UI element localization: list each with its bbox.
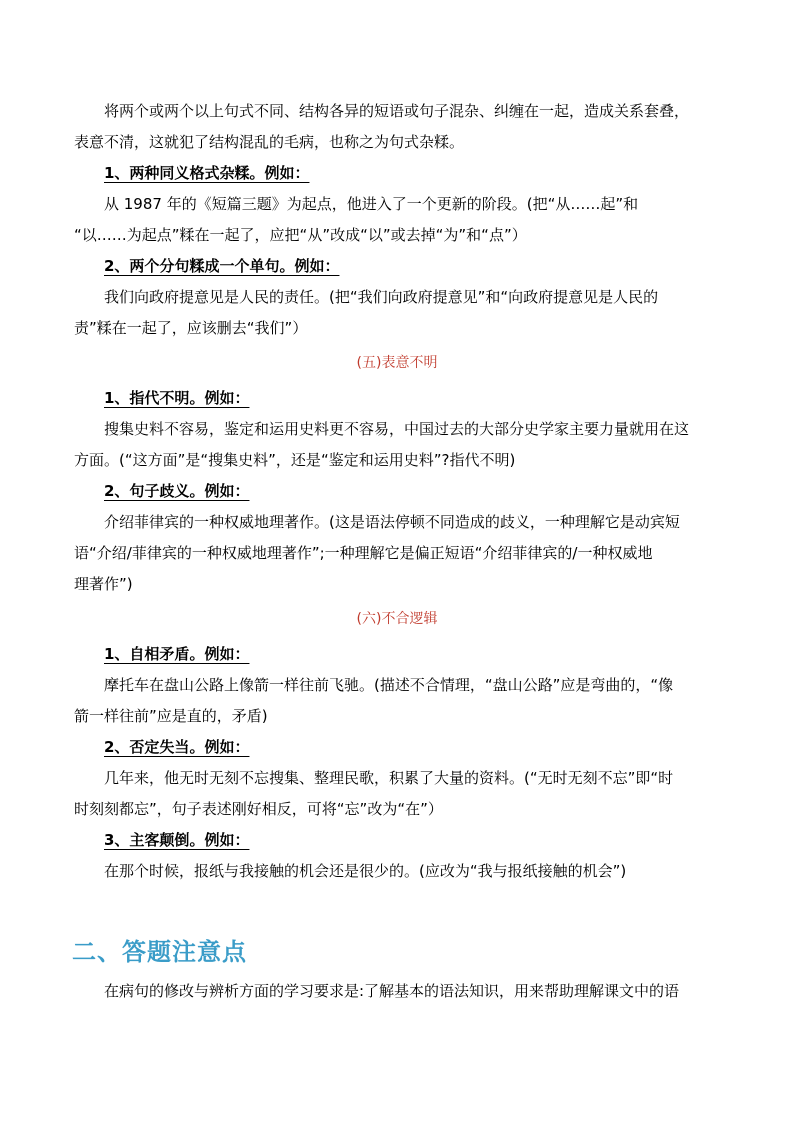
intro-paragraph-line-1: 将两个或两个以上句式不同、结构各异的短语或句子混杂、纠缠在一起，造成关系套叠， xyxy=(104,102,690,120)
example-text-line: 搜集史料不容易，鉴定和运用史料更不容易，中国过去的大部分史学家主要力量就用在这 xyxy=(104,420,690,438)
item-heading-self-contradiction: 1、自相矛盾。例如： xyxy=(104,645,250,663)
example-text-line: 我们向政府提意见是人民的责任。(把“我们向政府提意见”和“向政府提意见是人民的 xyxy=(104,288,659,306)
example-text-line: 介绍菲律宾的一种权威地理著作。(这是语法停顿不同造成的歧义，一种理解它是动宾短 xyxy=(104,513,680,531)
item-heading-synonym-mixing: 1、两种同义格式杂糅。例如： xyxy=(104,164,310,182)
item-heading-ambiguity: 2、句子歧义。例如： xyxy=(104,482,250,500)
item-heading-subject-object-reversal: 3、主客颠倒。例如： xyxy=(104,831,250,849)
item-heading-improper-negation: 2、否定失当。例如： xyxy=(104,738,250,756)
part2-paragraph-line-1: 在病句的修改与辨析方面的学习要求是:了解基本的语法知识，用来帮助理解课文中的语 xyxy=(104,982,680,1000)
example-text-line: 方面。(“这方面”是“搜集史料”，还是“鉴定和运用史料”?指代不明) xyxy=(74,451,516,469)
example-text-line: 在那个时候，报纸与我接触的机会还是很少的。(应改为“我与报纸接触的机会”) xyxy=(104,862,627,880)
example-text-line: 箭一样往前”应是直的，矛盾) xyxy=(74,707,268,725)
item-heading-two-clauses: 2、两个分句糅成一个单句。例如： xyxy=(104,257,340,275)
example-text-line: 从 1987 年的《短篇三题》为起点，他进入了一个更新的阶段。(把“从……起”和 xyxy=(104,195,639,213)
section-title-illogical: (六)不合逻辑 xyxy=(356,611,438,627)
section-title-unclear-meaning: (五)表意不明 xyxy=(356,355,438,371)
example-text-line: 时刻刻都忘”，句子表述刚好相反，可将“忘”改为“在”） xyxy=(74,800,443,818)
item-heading-unclear-reference: 1、指代不明。例如： xyxy=(104,389,250,407)
example-text-line: 责”糅在一起了，应该删去“我们”） xyxy=(74,319,308,337)
intro-paragraph-line-2: 表意不清，这就犯了结构混乱的毛病，也称之为句式杂糅。 xyxy=(74,133,465,151)
example-text-line: 摩托车在盘山公路上像箭一样往前飞驰。(描述不合情理，“盘山公路”应是弯曲的，“像 xyxy=(104,676,674,694)
example-text-line: 语“介绍/菲律宾的一种权威地理著作”;一种理解它是偏正短语“介绍菲律宾的/一种权威地 xyxy=(74,544,653,562)
example-text-line: 理著作”) xyxy=(74,575,133,593)
example-text-line: 几年来，他无时无刻不忘搜集、整理民歌，积累了大量的资料。(“无时无刻不忘”即“时 xyxy=(104,769,674,787)
part-title-answer-notes: 二、答题注意点 xyxy=(72,938,247,966)
example-text-line: “以……为起点”糅在一起了，应把“从”改成“以”或去掉“为”和“点”） xyxy=(74,226,527,244)
